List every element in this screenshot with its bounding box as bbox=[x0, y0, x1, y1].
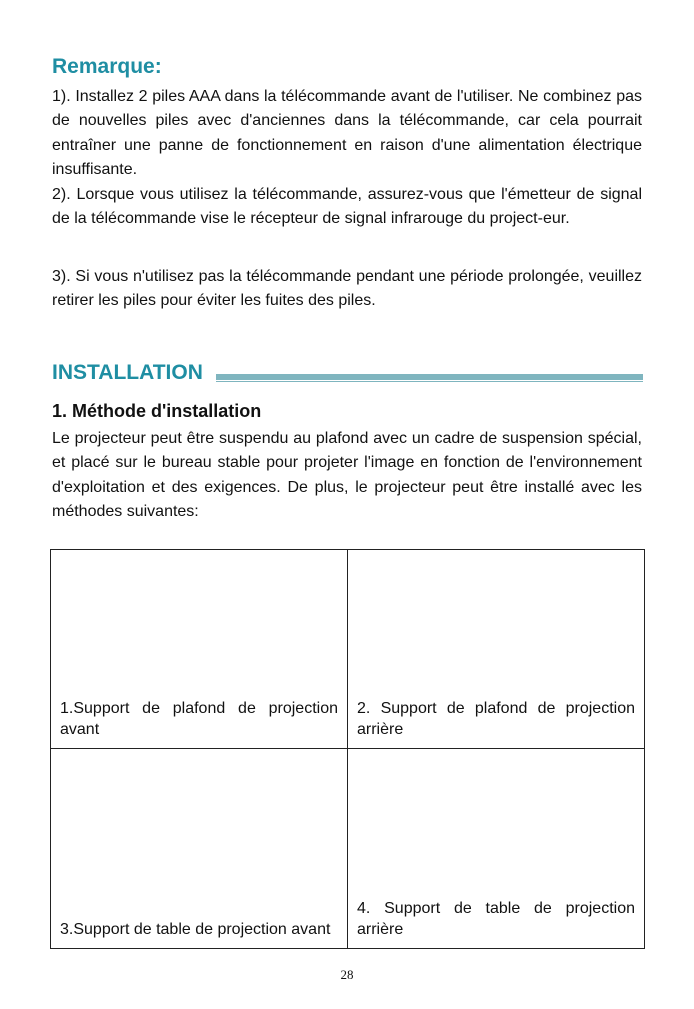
installation-heading: INSTALLATION bbox=[52, 361, 203, 384]
method-caption: 3.Support de table de projection avant bbox=[60, 921, 331, 938]
heading-rule-bar bbox=[216, 374, 643, 380]
installation-intro: Le projecteur peut être suspendu au plafond avec un cadre de suspension spécial, et placé sur le bureau stable pour projeter l'image en fonction de l'environnement d'exploitation et des exigences. De plus, le projecteur peut être installé avec les méthodes suivantes: bbox=[52, 430, 642, 520]
method-cell-rear-ceiling bbox=[348, 550, 644, 749]
method-caption: 1.Support de plafond de projection avant bbox=[60, 700, 338, 738]
method-caption: 2. Support de plafond de projection arrière bbox=[357, 700, 635, 738]
remark-heading: Remarque: bbox=[52, 55, 162, 78]
installation-method-heading: 1. Méthode d'installation bbox=[52, 401, 262, 421]
installation-methods-table bbox=[50, 549, 645, 949]
remark-item-1: 1). Installez 2 piles AAA dans la télécommande avant de l'utiliser. Ne combinez pas de nouvelles piles avec d'anciennes dans la télécommande, car cela pourrait entraîner une panne de fonctionnement en raison d'une alimentation électrique insuffisante. bbox=[52, 88, 642, 178]
method-cell-rear-table bbox=[348, 749, 644, 948]
method-cell-front-ceiling bbox=[51, 550, 348, 749]
heading-rule-line bbox=[216, 381, 643, 382]
installation-section-header bbox=[52, 360, 643, 386]
method-cell-front-table bbox=[51, 749, 348, 948]
remark-item-2: 2). Lorsque vous utilisez la télécommande, assurez-vous que l'émetteur de signal de la télécommande vise le récepteur de signal infrarouge du project-eur. bbox=[52, 186, 642, 228]
method-caption: 4. Support de table de projection arrière bbox=[357, 900, 635, 938]
page-number: 28 bbox=[340, 967, 354, 982]
remark-item-3: 3). Si vous n'utilisez pas la télécommande pendant une période prolongée, veuillez retirer les piles pour éviter les fuites des piles. bbox=[52, 268, 642, 310]
